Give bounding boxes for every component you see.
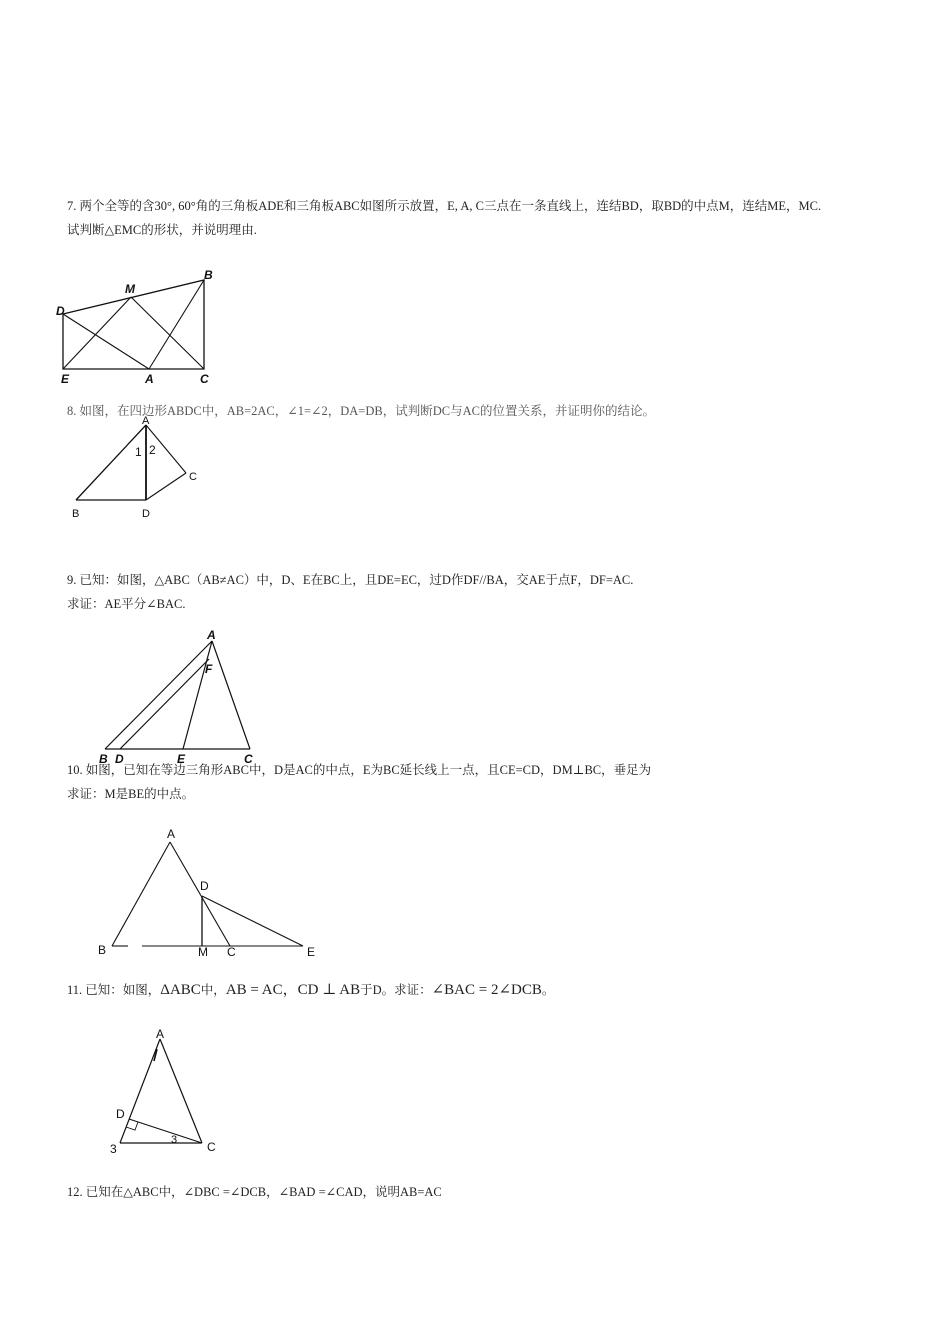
label-A: A bbox=[145, 372, 154, 386]
label-F: F bbox=[205, 662, 213, 676]
label-A: A bbox=[156, 1027, 165, 1041]
label-C: C bbox=[227, 945, 236, 959]
problem-7-line-1: 7. 两个全等的含30°, 60°角的三角板ADE和三角板ABC如图所示放置，E, A, C三点在一条直线上，连结BD，取BD的中点M，连结ME，MC. bbox=[67, 199, 822, 213]
p11-claim: ∠BAC = 2∠DCB bbox=[431, 982, 542, 998]
seg-ac bbox=[160, 1039, 202, 1143]
problem-9-line-1: 9. 已知：如图，△ABC（AB≠AC）中，D、E在BC上，且DE=EC，过D作DF//BA，交AE于点F，DF=AC. bbox=[67, 573, 634, 587]
label-A: A bbox=[207, 628, 216, 642]
seg-mc bbox=[131, 297, 204, 369]
problem-9-line-2: 求证：AE平分∠BAC. bbox=[67, 597, 186, 611]
label-E: E bbox=[307, 945, 316, 959]
seg-cd bbox=[129, 1119, 202, 1143]
problem-8-line-1: 8. 如图，在四边形ABDC中，AB=2AC，∠1=∠2，DA=DB，试判断DC与AC的位置关系，并证明你的结论。 bbox=[67, 404, 655, 418]
p11-prefix: 11. 已知：如图， bbox=[67, 983, 161, 997]
p11-condition: AB = AC，CD ⊥ AB bbox=[225, 982, 361, 998]
seg-ac bbox=[170, 842, 230, 946]
label-E: E bbox=[61, 372, 70, 386]
seg-ab bbox=[149, 280, 204, 369]
seg-ab bbox=[112, 842, 170, 946]
figure-7 bbox=[50, 265, 230, 390]
label-D: D bbox=[200, 879, 209, 893]
label-M: M bbox=[125, 282, 135, 296]
label-D: D bbox=[142, 508, 150, 520]
p11-triangle: ΔABC bbox=[160, 982, 201, 998]
seg-dc bbox=[146, 473, 186, 500]
label-B: B bbox=[72, 508, 80, 520]
seg-ab bbox=[105, 641, 212, 749]
label-C: C bbox=[244, 752, 253, 766]
label-C: C bbox=[189, 471, 197, 483]
label-D: D bbox=[115, 752, 124, 766]
label-angle: 3 bbox=[171, 1134, 178, 1146]
label-D: D bbox=[56, 304, 65, 318]
problem-11-line-1 bbox=[67, 982, 554, 998]
label-1: 1 bbox=[135, 445, 142, 459]
p11-mid1: 中， bbox=[200, 983, 226, 997]
p11-suffix: 。 bbox=[541, 983, 555, 997]
label-B: 3 bbox=[110, 1142, 117, 1156]
seg-ma bbox=[63, 297, 131, 369]
problem-10-line-2: 求证：M是BE的中点。 bbox=[67, 787, 195, 801]
figure-9 bbox=[95, 625, 265, 770]
label-A: A bbox=[167, 827, 176, 841]
label-A: A bbox=[142, 415, 150, 427]
seg-ae bbox=[183, 641, 212, 749]
label-E: E bbox=[177, 752, 186, 766]
figure-8 bbox=[65, 412, 215, 527]
problem-12-line-1: 12. 已知在△ABC中，∠DBC =∠DCB，∠BAD =∠CAD，说明AB=AC bbox=[67, 1185, 442, 1199]
label-D: D bbox=[116, 1107, 125, 1121]
label-2: 2 bbox=[149, 443, 156, 457]
seg-ab bbox=[76, 425, 146, 500]
p11-mid2: 于D。求证： bbox=[360, 983, 432, 997]
label-M: M bbox=[198, 945, 208, 959]
seg-da bbox=[63, 314, 149, 369]
seg-de bbox=[202, 896, 303, 946]
figure-11 bbox=[105, 1025, 225, 1160]
label-B: B bbox=[204, 268, 213, 282]
label-B: B bbox=[99, 752, 108, 766]
label-C: C bbox=[200, 372, 209, 386]
seg-ac bbox=[212, 641, 250, 749]
figure-10 bbox=[90, 822, 330, 962]
problem-10-line-1: 10. 如图，已知在等边三角形ABC中，D是AC的中点，E为BC延长线上一点，且CE=CD，DM⊥BC，垂足为 bbox=[67, 763, 652, 777]
problem-7-line-2: 试判断△EMC的形状，并说明理由. bbox=[67, 223, 257, 237]
label-B: B bbox=[98, 943, 107, 957]
label-C: C bbox=[207, 1140, 216, 1154]
